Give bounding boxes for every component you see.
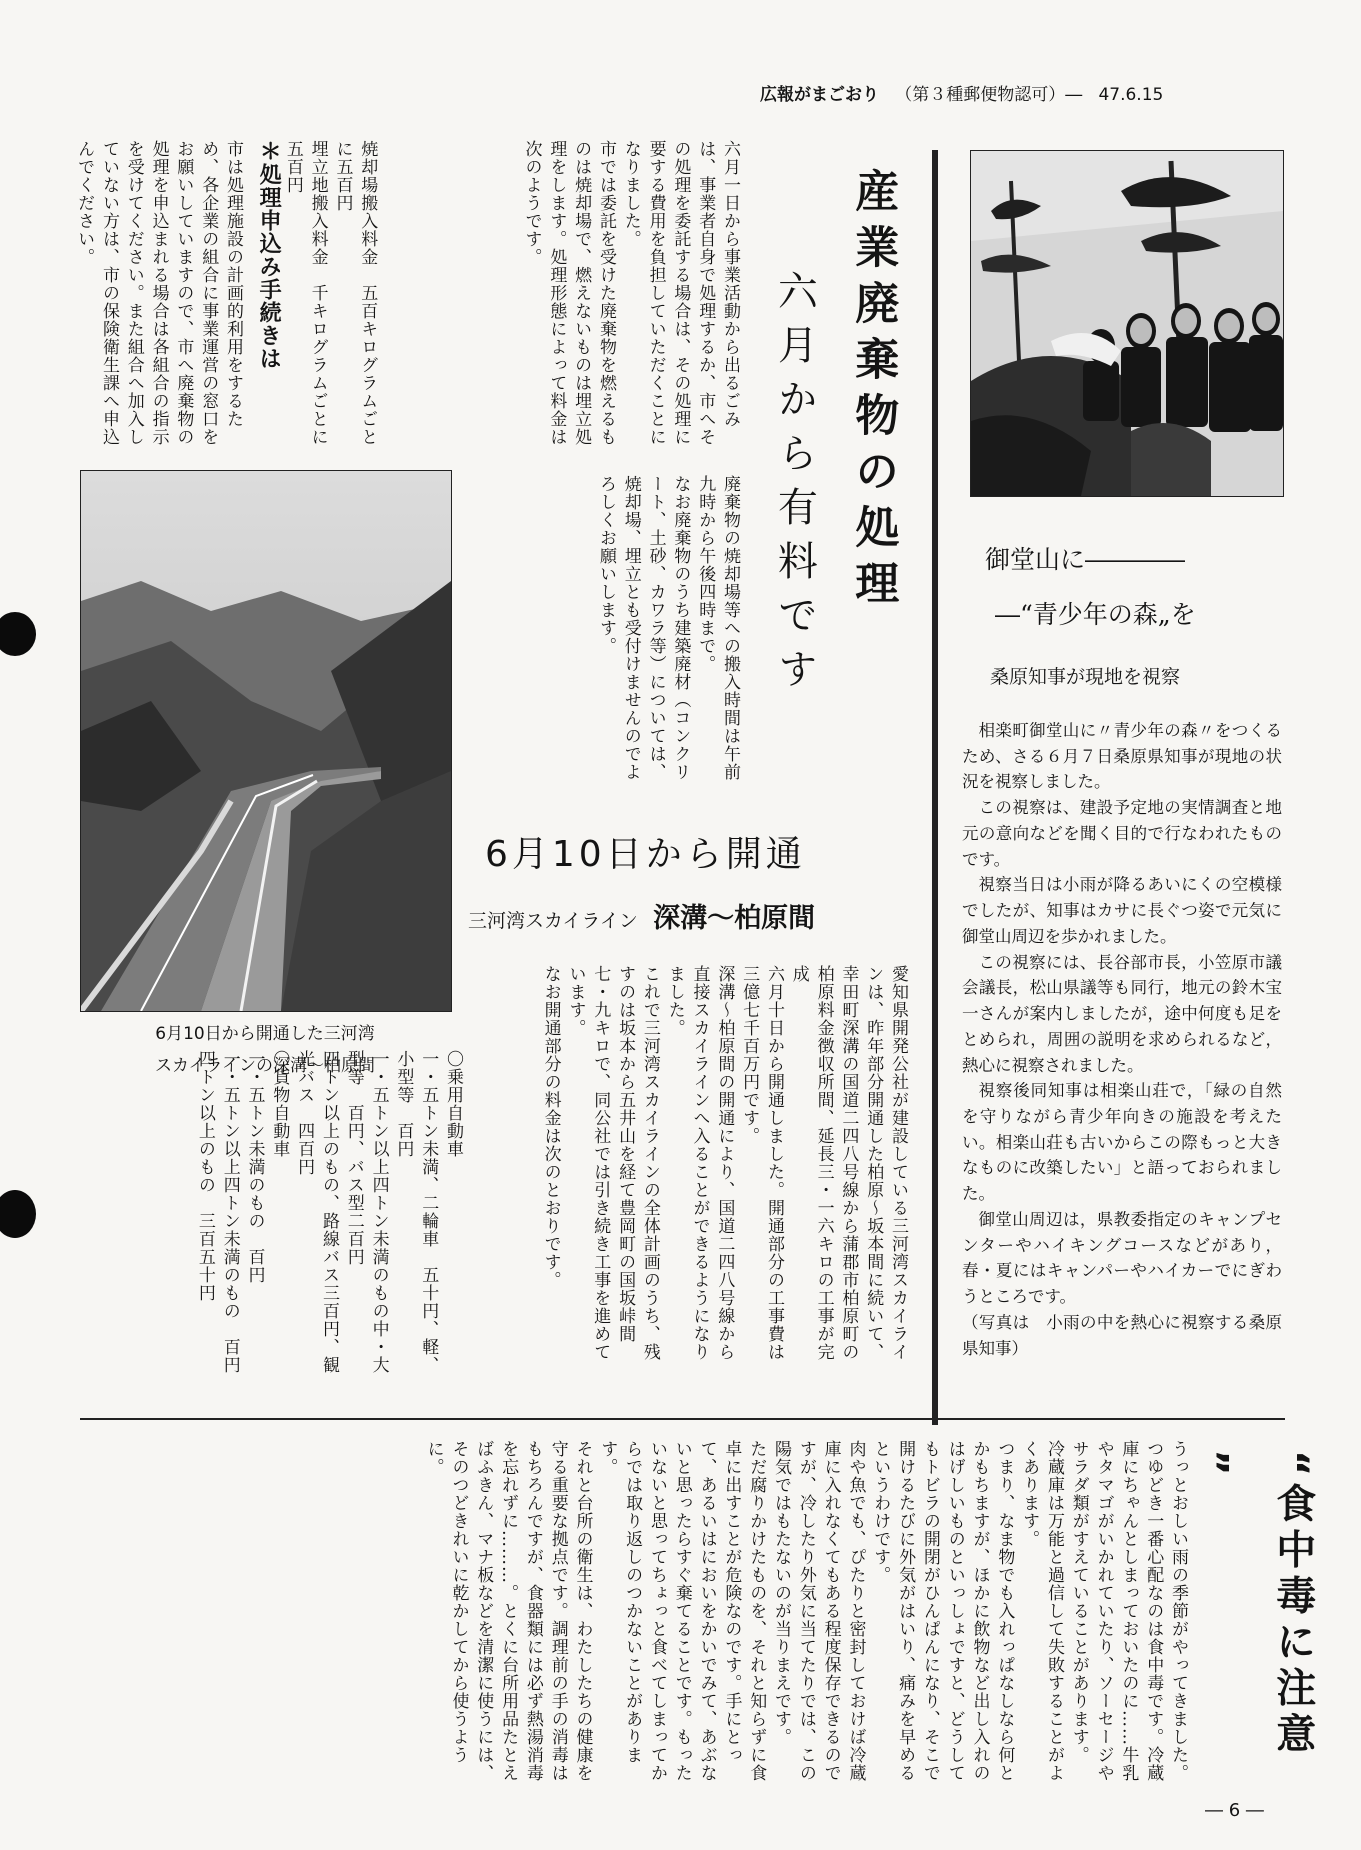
fee-cargo-small: 一・五トン未満のもの 百円 [244,1050,265,1284]
fee-passenger-large: 四トン以上のもの、路線バス三百円、観光バス 四百円 [294,1050,339,1374]
food-paragraph-3: つまり、なま物でも入れっぱなしなら何とかもちますが、ほかに飲物など出し入れのはげしいものといっしょですと、どうしてもトビラの開閉がひんぱんになり、そこで開けるたびに外気がはいり、痛みを早めるというわけです。 [870,1440,1015,1782]
section-divider [80,1418,1285,1420]
issue-date: 47.6.15 [1098,85,1164,105]
food-paragraph-2: 冷蔵庫は万能と過信して失敗することがよくあります。 [1019,1440,1064,1782]
forest-paragraph-5: 視察後同知事は相楽山荘で，「緑の自然を守りながら青少年向きの施設を考えたい。相楽山荘も古いからこの際もっと大きなものに改築したい」と語っておられました。 [962,1081,1282,1204]
fee-heading-cargo: 〇貨物自動車 [269,1050,290,1158]
waste-paragraph-1: 六月一日から事業活動から出るごみは、事業者自身で処理するか、市へその処理を委託する場合は、その処理に要する費用を負担していただくことになりました。 [620,140,740,446]
skyline-paragraph-4: これで三河湾スカイラインの全体計画のうち、残すのは坂本から五井山を経て豊岡町の国坂峠間七・九キロで、同公社では引き続き工事を進めています。 [565,965,660,1361]
skyline-title: 6月10日から開通 [485,834,806,875]
forest-paragraph-2: この視察は、建設予定地の実情調査と地元の意向などを聞く目的で行なわれたものです。 [962,798,1282,869]
waste-fee-incinerator: 焼却場搬入料金 五百キログラムごとに五百円 [332,140,378,446]
waste-note: なお廃棄物のうち建築廃材（コンクリート、土砂、カワラ等）については、焼却場、埋立とも受付けませんのでよろしくお願いします。 [595,475,691,781]
waste-body-bottom [462,475,742,785]
skyline-fee-list [85,1050,465,1375]
road-photo [80,470,452,1012]
fee-passenger-small: 一・五トン未満、二輪車 五十円、軽、小型等 百円 [393,1050,439,1374]
procedure-heading: ＊処理申込み手続きは [256,140,282,370]
food-paragraph-1: うっとおしい雨の季節がやってきました。つゆどき一番心配なのは食中毒です。冷蔵庫にちゃんとしまっておいたのに……牛乳やタマゴがいかれていたり、ソーセージやサラダ類がすえていることがあります。 [1068,1440,1188,1782]
fee-cargo-medium: 一・五トン以上四トン未満のもの 百円 [219,1050,240,1374]
forest-photo-caption: （写真は 小雨の中を熱心に視察する桑原県知事） [962,1312,1282,1358]
skyline-paragraph-2: 六月十日から開通しました。開通部分の工事費は三億七千百万円です。 [739,965,784,1361]
fee-cargo-large: 四トン以上のもの 三百五十円 [194,1050,215,1302]
food-paragraph-5: ただ腐りかけたものを、それと知らずに食卓に出すことが危険なのです。手にとって、あるいはにおいをかいでみて、あぶないと思ったらすぐ棄てることです。もったいないと思ってちょっと食べてしまってからでは取り返しのつかないことがあります。 [597,1440,767,1782]
postal-permit: （第３種郵便物認可） [895,85,1066,105]
skyline-subtitle-section: 深溝～柏原間 [653,903,816,934]
page-header: 広報がまごおり （第３種郵便物認可）― 47.6.15 [760,85,1164,105]
column-divider [932,150,938,1425]
forest-paragraph-4: この視察には、長谷部市長，小笠原市議会議長，松山県議等も同行，地元の鈴木宝一さんが案内しましたが，途中何度も足をとめられ，周囲の説明を求められるなど，熱心に視察されました。 [962,952,1282,1075]
skyline-paragraph-1: 愛知県開発公社が建設している三河湾スカイラインは、昨年部分開通した柏原～坂本間に続いて、幸田町深溝の国道二四八号線から蒲郡市柏原町の柏原料金徴収所間、延長三・一六キロの工事が完成 [788,965,908,1361]
forest-title-line-1: 御堂山に―――― [985,545,1186,574]
skyline-body [470,965,910,1375]
food-body [80,1440,1190,1785]
food-paragraph-6: それと台所の衛生は、わたしたちの健康を守る重要な拠点です。調理前の手の消毒はもちろんですが、食器類には必ず熱湯消毒を忘れずに………。とくに台所用品たとえばふきん、マナ板などを清潔に使うには、そのつどきれいに乾かしてから使うように。 [423,1440,593,1782]
waste-paragraph-2: 市では委託を受けた廃棄物を燃えるものは焼却場で、燃えないものは埋立処理をします。処理形態によって料金は次のようです。 [521,140,616,446]
skyline-paragraph-3: 深溝～柏原間の開通により、国道二四八号線から直接スカイラインへ入ることができるようになりました。 [664,965,735,1361]
punch-hole-bottom [0,1190,36,1238]
road-caption-line-2: スカイラインの深溝～柏原間 [155,1056,375,1077]
waste-article-subtitle: 六月から有料です [771,270,818,702]
forest-paragraph-1: 相楽町御堂山に〃青少年の森〃をつくるため、さる６月７日桑原県知事が現地の状況を視察しました。 [962,721,1282,792]
food-article-title: “食中毒に注意„ [1211,1450,1316,1759]
skyline-subtitle-route: 三河湾スカイライン [468,910,638,932]
waste-fee-list [280,140,379,460]
punch-hole-top [0,612,36,656]
forest-title-line-2: ―“青少年の森„を [995,600,1196,629]
page-number: ― 6 ― [1205,1800,1264,1821]
forest-paragraph-6: 御堂山周辺は，県教委指定のキャンプセンターやハイキングコースなどがあり，春・夏にはキャンパーやハイカーでにぎわうところです。 [962,1209,1282,1307]
food-paragraph-4: 肉や魚でも、ぴたりと密封しておけば冷蔵庫に入れなくてもある程度保存できるのですが、冷したり外気に当てたりでは、この陽気ではもたないのが当りまえです。 [771,1440,866,1782]
waste-fee-landfill: 埋立地搬入料金 千キログラムごとに五百円 [282,140,328,446]
fee-passenger-medium: 一・五トン以上四トン未満のもの中・大型等 百円、バス型二百円 [343,1050,389,1374]
waste-body-top [470,140,742,460]
procedure-text: 市は処理施設の計画的利用をするため、各企業の組合に事業運営の窓口をお願いしていますので、市へ廃棄物の処理を申込まれる場合は各組合の指示を受けてください。また組合へ加入していない方は、市の保険衛生課へ申込んでください。 [74,140,243,446]
inspection-photo [970,150,1284,497]
waste-hours: 廃棄物の焼却場等への搬入時間は午前九時から午後四時まで。 [695,475,740,781]
forest-subtitle: 桑原知事が現地を視察 [990,666,1181,688]
forest-body [962,718,1282,1361]
forest-paragraph-3: 視察当日は小雨が降るあいにくの空模様でしたが、知事はカサに長ぐつ姿で元気に御堂山周辺を歩かれました。 [962,875,1282,946]
publication-name: 広報がまごおり [760,85,879,105]
skyline-subtitle [468,896,815,935]
road-caption-line-1: 6月10日から開通した三河湾 [155,1024,375,1044]
fee-heading-passenger: 〇乗用自動車 [443,1050,463,1158]
skyline-paragraph-5: なお開通部分の料金は次のとおりです。 [540,965,561,1289]
waste-article-title: 産業廃棄物の処理 [847,168,899,616]
